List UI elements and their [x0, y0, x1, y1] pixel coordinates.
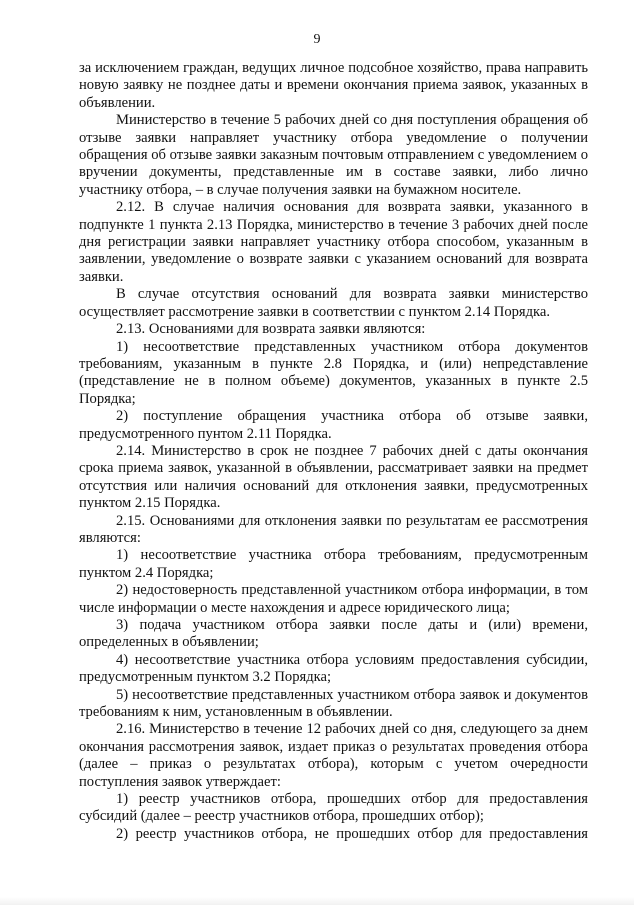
- paragraph: Министерство в течение 5 рабочих дней со дня поступления обращения об отзыве заявки направляет участнику отбора уведомление о получении обращения об отзыве заявки заказным почтовым отправлением с уведомлением о вручении документы, представленные им в составе заявки, либо лично участнику отбора, – в случае получения заявки на бумажном носителе.: [79, 112, 588, 198]
- paragraph: 2.15. Основаниями для отклонения заявки по результатам ее рассмотрения являются:: [79, 512, 588, 546]
- paragraph: 2.14. Министерство в срок не позднее 7 рабочих дней с даты окончания срока приема заявок, указанной в объявлении, рассматривает заявки на предмет отсутствия или наличия оснований для отклонения заявки, предусмотренных пунктом 2.15 Порядка.: [79, 442, 588, 512]
- paragraph: 4) несоответствие участника отбора условиям предоставления субсидии, предусмотренным пунктом 3.2 Порядка;: [79, 651, 588, 686]
- paragraph: 2.13. Основаниями для возврата заявки являются:: [116, 321, 426, 338]
- paragraph: 2) поступление обращения участника отбора об отзыве заявки, предусмотренного пунтом 2.11 Порядка.: [79, 408, 588, 442]
- paragraph: В случае отсутствия оснований для возврата заявки министерство осуществляет рассмотрение заявки в соответствии с пунктом 2.14 Порядка.: [79, 286, 588, 320]
- paragraph: за исключением граждан, ведущих личное подсобное хозяйство, права направить новую заявку не позднее даты и времени окончания приема заявок, указанных в объявлении.: [79, 60, 588, 111]
- paragraph: 2) недостоверность представленной участником отбора информации, в том числе информации о месте нахождения и адресе юридического лица;: [79, 582, 588, 616]
- paragraph: 2) реестр участников отбора, не прошедших отбор для предоставления: [116, 825, 588, 842]
- paragraph: 1) несоответствие участника отбора требованиям, предусмотренным пунктом 2.4 Порядка;: [79, 547, 588, 581]
- page-number: 9: [313, 32, 321, 47]
- document-body: [79, 60, 588, 843]
- paragraph: 2.12. В случае наличия основания для возврата заявки, указанного в подпункте 1 пункта 2.13 Порядка, министерство в течение 3 рабочих дней после дня регистрации заявки направляет участнику отбора способом, указанным в заявлении, уведомление о возврате заявки с указанием оснований для возврата заявки.: [79, 199, 588, 285]
- paragraph: 1) реестр участников отбора, прошедших отбор для предоставления субсидий (далее – реестр участников отбора, прошедших отбор);: [79, 791, 588, 825]
- page-bottom-edge: [0, 897, 634, 905]
- paragraph: 5) несоответствие представленных участником отбора заявок и документов требованиям к ним, установленным в объявлении.: [79, 686, 588, 721]
- paragraph: 2.16. Министерство в течение 12 рабочих дней со дня, следующего за днем окончания рассмотрения заявок, издает приказ о результатах проведения отбора (далее – приказ о результатах отбора), которым с учетом очередности поступления заявок утверждает:: [79, 721, 588, 790]
- paragraph: 1) несоответствие представленных участником отбора документов требованиям, указанным в пункте 2.8 Порядка, и (или) непредставление (представление не в полном объеме) документов, указанных в пункте 2.5 Порядка;: [79, 338, 588, 407]
- paragraph: 3) подача участником отбора заявки после даты и (или) времени, определенных в объявлении;: [79, 617, 588, 651]
